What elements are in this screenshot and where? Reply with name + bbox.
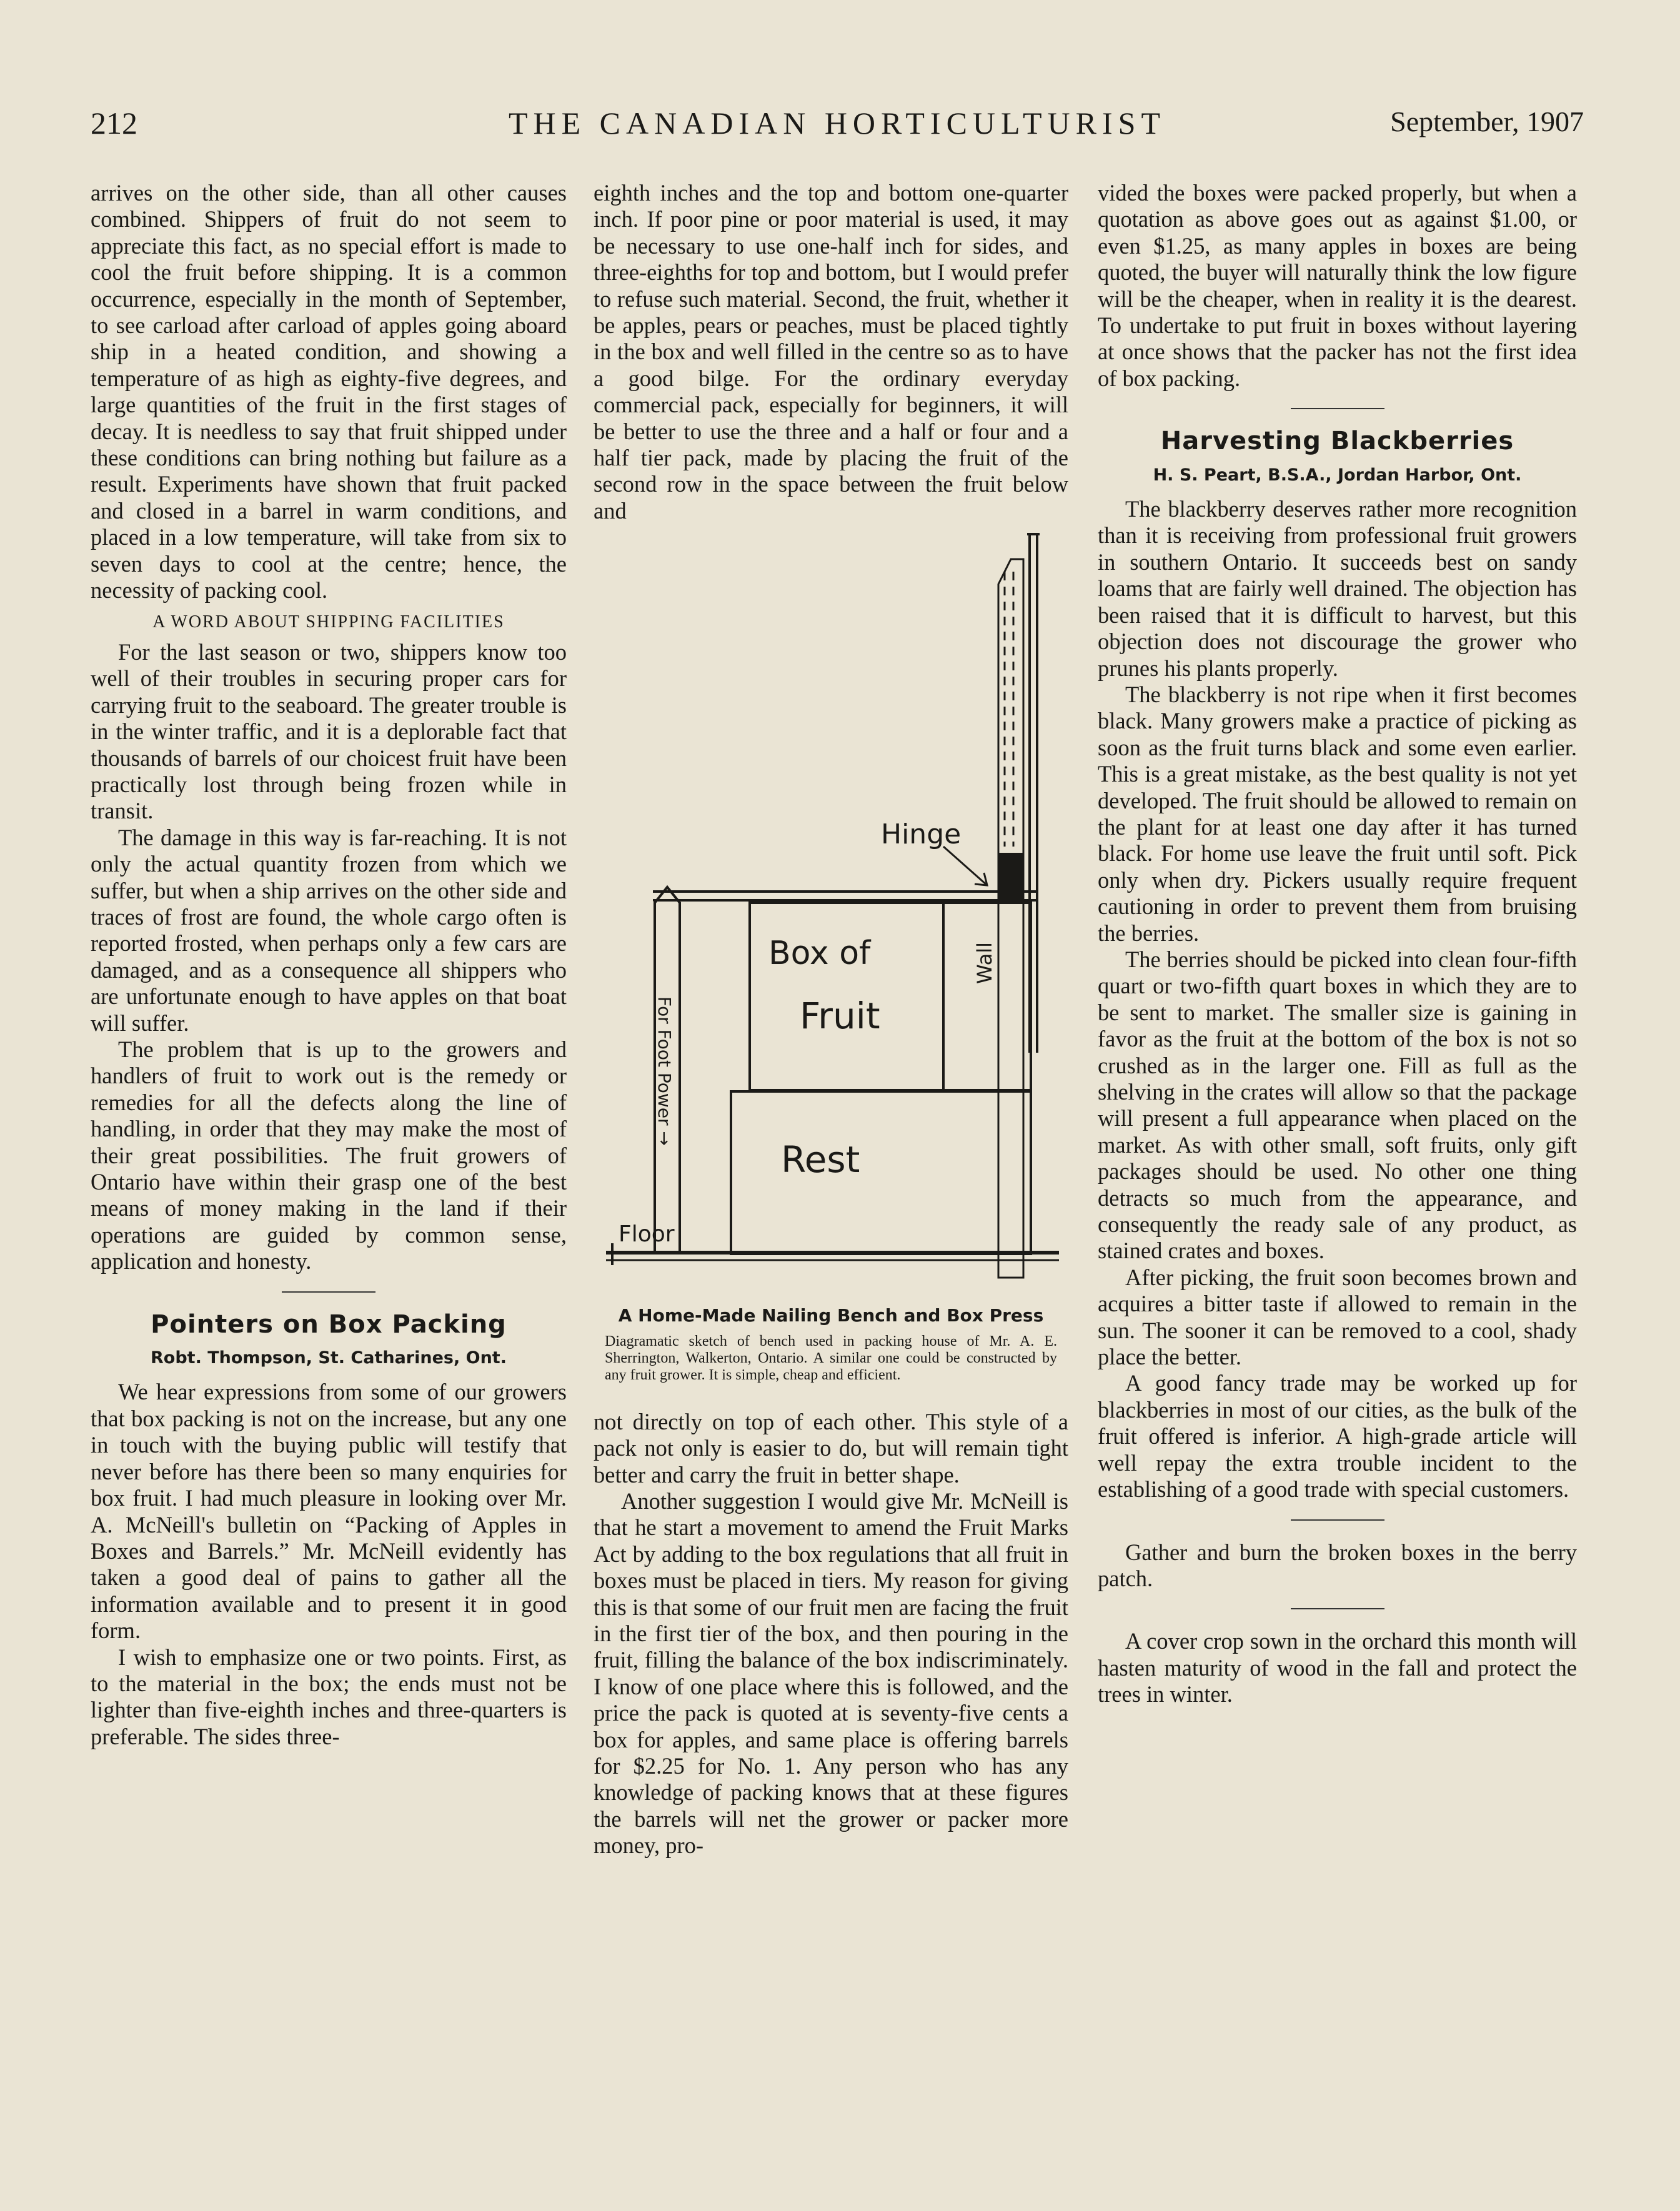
filler-note: A cover crop sown in the orchard this month will hasten maturity of wood in the fall and protect the trees in winter. [1098, 1628, 1577, 1707]
paragraph: The blackberry deserves rather more recognition than it is receiving from professional fruit growers in southern Ontario. It succeeds best on sandy loams that are fairly well drained. The objection has been raised that it is difficult to harvest, but this objection does not discourage the grower who prunes his plants properly. [1098, 496, 1577, 681]
wall-label: Wall [973, 942, 997, 985]
paragraph: not directly on top of each other. This style of a pack not only is easier to do, but will remain tight better and carry the fruit in better shape. [594, 1408, 1068, 1488]
article-byline: Robt. Thompson, St. Catharines, Ont. [151, 1348, 507, 1368]
section-divider [1291, 408, 1384, 409]
section-divider [1291, 1519, 1384, 1521]
page-header [91, 105, 1584, 155]
article-headline: Harvesting Blackberries [1160, 427, 1514, 456]
paragraph: After picking, the fruit soon becomes brown and acquires a bitter taste if allowed to remain in the sun. The sooner it can be removed to a cool, shady place the better. [1098, 1264, 1577, 1370]
column-2 [594, 180, 1068, 1859]
floor-label: Floor [619, 1221, 675, 1248]
paragraph: The blackberry is not ripe when it first becomes black. Many growers make a practice of picking as soon as the fruit turns black and some even earlier. This is a great mistake, as the best quality is not yet developed. The fruit should be allowed to remain on the plant for at least one day after it has turned black. For home use leave the fruit until soft. Pick only when dry. Pickers usually require frequent cautioning in order to prevent them from bruising the berries. [1098, 681, 1577, 946]
fruit-label: Fruit [800, 995, 880, 1038]
figure-caption-text: Diagramatic sketch of bench used in packing house of Mr. A. E. Sherrington, Walkerton, Ontario. A similar one could be constructed by any fruit grower. It is simple, cheap and efficient. [605, 1333, 1057, 1383]
paragraph: We hear expressions from some of our growers that box packing is not on the increase, but any one in touch with the buying public will testify that never before has there been so many enquiries for box fruit. I had much pleasure in looking over Mr. A. McNeill's bulletin on “Packing of Apples in Boxes and Barrels.” Mr. McNeill evidently has taken a good deal of pains to gather all the information available and to present it in good form. [91, 1379, 567, 1644]
page-number: 212 [91, 106, 137, 141]
hinge-block [998, 853, 1023, 903]
filler-note: Gather and burn the broken boxes in the berry patch. [1098, 1539, 1577, 1591]
section-divider [282, 1291, 375, 1293]
article-byline: H. S. Peart, B.S.A., Jordan Harbor, Ont. [1153, 465, 1522, 485]
foot-power-label: For Foot Power → [654, 996, 675, 1146]
issue-date: September, 1907 [1390, 106, 1584, 137]
paragraph: The berries should be picked into clean four-fifth quart or two-fifth quart boxes in which they are to be sent to market. The smaller size is gaining in favor as the fruit at the bottom of the box is not so crushed as in the larger one. Fill as full as the shelving in the crates will allow so that the package will present a full appearance when placed on the market. As with other small, soft fruits, only gift packages should be used. No other one thing detracts so much from the appearance, and consequently the ready sale of any product, as stained crates and boxes. [1098, 946, 1577, 1264]
section-divider [1291, 1608, 1384, 1609]
diagram-drawing [594, 528, 1068, 1298]
paragraph: The damage in this way is far-reaching. It is not only the actual quantity frozen from which we suffer, but when a ship arrives on the other side and traces of frost are found, the whole cargo often is reported frosted, when perhaps only a few cars are damaged, and as a consequence all shippers who are unfortunate enough to have apples on that boat will suffer. [91, 824, 567, 1036]
paragraph: arrives on the other side, than all other causes combined. Shippers of fruit do not seem to appreciate this fact, as no special effort is made to cool the fruit before shipping. It is a common occurrence, especially in the month of September, to see carload after carload of apples going aboard ship in a heated condition, and showing a temperature of as high as eighty-five degrees, and large quantities of the fruit in the first stages of decay. It is needless to say that fruit shipped under these conditions can bring nothing but failure as a result. Experiments have shown that fruit packed and closed in a barrel in warm conditions, and placed in a low temperature, will take from six to seven days to cool at the centre; hence, the necessity of packing cool. [91, 180, 567, 604]
box-of-label: Box of [768, 935, 871, 973]
paragraph: eighth inches and the top and bottom one-quarter inch. If poor pine or poor material is used, it may be necessary to use one-half inch for sides, and three-eighths for top and bottom, but I would prefer to refuse such material. Second, the fruit, whether it be apples, pears or peaches, must be placed tightly in the box and well filled in the centre so as to have a good bilge. For the ordinary everyday commercial pack, especially for beginners, it will be better to use the three and a half or four and a half tier pack, made by placing the fruit of the second row in the space between the fruit below and [594, 180, 1068, 524]
column-1 [91, 180, 567, 1750]
article-headline: Pointers on Box Packing [151, 1309, 507, 1339]
paragraph: Another suggestion I would give Mr. McNeill is that he start a movement to amend the Fruit Marks Act by adding to the box regulations that all fruit in boxes must be placed in tiers. My reason for giving this is that some of our fruit men are facing the fruit in the first tier of the box, and then pouring in the fruit, filling the balance of the box indiscriminately. I know of one place where this is followed, and the price the pack is quoted at is seventy-five cents a box for apples, and same place is offering barrels for $2.25 for No. 1. Any person who has any knowledge of packing knows that at these figures the barrels will net the grower or packer more money, pro- [594, 1488, 1068, 1859]
paragraph: For the last season or two, shippers know too well of their troubles in securing proper cars for carrying fruit to the seaboard. The greater trouble is in the winter traffic, and it is a deplorable fact that thousands of barrels of our choicest fruit have been practically lost through being frozen while in transit. [91, 638, 567, 824]
column-3 [1098, 180, 1577, 1708]
rest-label: Rest [781, 1138, 860, 1181]
hinge-label: Hinge [881, 818, 962, 851]
figure-caption-title: A Home-Made Nailing Bench and Box Press [618, 1305, 1044, 1326]
paragraph: The problem that is up to the growers and handlers of fruit to work out is the remedy or remedies for all the defects along the line of handling, in order that they may make the most of their great possibilities. The fruit growers of Ontario have within their grasp one of the best means of money making in the land if their operations are guided by common sense, application and honesty. [91, 1036, 567, 1274]
paragraph: I wish to emphasize one or two points. First, as to the material in the box; the ends must not be lighter than five-eighth inches and three-quarters is preferable. The sides three- [91, 1644, 567, 1749]
nailing-bench-diagram [594, 528, 1068, 1298]
section-subheading: A WORD ABOUT SHIPPING FACILITIES [152, 612, 505, 632]
paragraph: vided the boxes were packed properly, but when a quotation as above goes out as against $1.00, or even $1.25, as many apples in boxes are being quoted, the buyer will naturally think the low figure will be the cheaper, when in reality it is the dearest. To undertake to put fruit in boxes without layering at once shows that the packer has not the first idea of box packing. [1098, 180, 1577, 391]
journal-title: THE CANADIAN HORTICULTURIST [508, 106, 1166, 141]
paragraph: A good fancy trade may be worked up for blackberries in most of our cities, as the bulk of the fruit offered is inferior. A high-grade article will well repay the extra trouble incident to the establishing of a good trade with special customers. [1098, 1370, 1577, 1503]
